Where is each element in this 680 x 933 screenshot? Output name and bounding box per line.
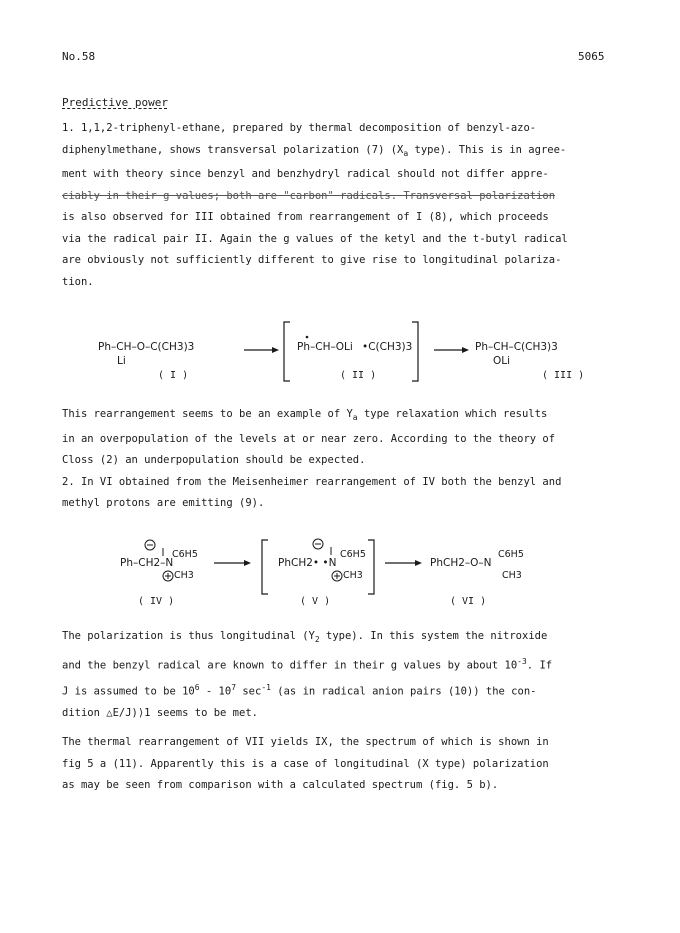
compound-IV-formula: Ph–CH2–N xyxy=(120,557,174,569)
compound-II-tbutyl: •C(CH3)3 xyxy=(362,341,413,353)
text-line: Closs (2) an underpopulation should be expected. xyxy=(62,454,366,467)
text-line: The thermal rearrangement of VII yields IX, the spectrum of which is shown in xyxy=(62,736,549,748)
compound-VI-ch3: CH3 xyxy=(502,570,522,581)
compound-V-ch3: CH3 xyxy=(343,570,363,581)
text-line: The polarization is thus longitudinal ($Y_2$ type). In this system the nitroxide xyxy=(62,630,548,645)
text-line: 2. In VI obtained from the Meisenheimer rearrangement of IV both the benzyl and xyxy=(62,475,562,488)
compound-VI-label: ( VI ) xyxy=(450,596,487,607)
text-line: dition △E/J)⟩1 seems to be met. xyxy=(62,706,258,719)
compound-III-substituent: OLi xyxy=(493,355,511,367)
text-line: J is assumed to be $10^6 - 10^7$ $\sec^{-1} (as$ in radical anion pairs (10)) the con- xyxy=(62,682,537,698)
compound-III-label: ( III ) xyxy=(542,370,585,381)
journal-number: No.58 xyxy=(62,50,96,63)
text-line: tion. xyxy=(62,275,94,288)
text-line: are obviously not sufficiently different to give rise to longitudinal polariza- xyxy=(62,254,562,267)
paragraph-2 xyxy=(62,404,622,515)
compound-II-label: ( II ) xyxy=(340,370,377,381)
section-title: Predictive power xyxy=(62,96,168,109)
text-line: via the radical pair II. Again the g values of the ketyl and the t-butyl radical xyxy=(62,232,568,245)
text-line: methyl protons are emitting (9). xyxy=(62,497,265,510)
text-line: ciably in their g values; both are "carbon" radicals. Transversal polarization xyxy=(62,189,556,202)
compound-III-formula: Ph–CH–C(CH3)3 xyxy=(475,341,558,353)
compound-VI-c6h5: C6H5 xyxy=(498,549,524,560)
compound-V-formula: PhCH2• •N xyxy=(278,557,337,569)
text-line: and the benzyl radical are known to differ in their g values by about $10^{-3}$. If xyxy=(62,656,553,672)
compound-II-ketyl: Ph–CH–OLi xyxy=(297,341,353,353)
page-number: 5065 xyxy=(578,50,605,63)
text-line: in an overpopulation of the levels at or near zero. According to the theory of xyxy=(62,432,556,445)
compound-IV-label: ( IV ) xyxy=(138,596,175,607)
compound-I-label: ( I ) xyxy=(158,370,189,381)
text-line: is also observed for III obtained from rearrangement of I (8), which proceeds xyxy=(62,211,549,224)
paragraph-3 xyxy=(62,626,622,724)
compound-VI-formula: PhCH2–O–N xyxy=(430,557,492,569)
compound-I-substituent: Li xyxy=(117,355,126,367)
compound-IV-ch3: CH3 xyxy=(174,570,194,581)
text-line: as may be seen from comparison with a calculated spectrum (fig. 5 b). xyxy=(62,779,499,791)
text-line: ment with theory since benzyl and benzhydryl radical should not differ appre- xyxy=(62,168,549,181)
compound-V-c6h5: C6H5 xyxy=(340,549,366,560)
text-line: fig 5 a (11). Apparently this is a case of longitudinal (X type) polarization xyxy=(62,757,549,770)
compound-I-formula: Ph–CH–O–C(CH3)3 xyxy=(98,341,195,353)
text-line: diphenylmethane, shows transversal polarization (7) ($X_a$ type). This is in agree- xyxy=(62,143,567,158)
text-line: This rearrangement seems to be an example of $Y_a$ type relaxation which results xyxy=(62,408,548,423)
compound-IV-c6h5: C6H5 xyxy=(172,549,198,560)
compound-V-label: ( V ) xyxy=(300,596,331,607)
paragraph-4 xyxy=(62,732,622,797)
text-line: 1. 1,1,2-triphenyl-ethane, prepared by thermal decomposition of benzyl-azo- xyxy=(62,122,537,134)
